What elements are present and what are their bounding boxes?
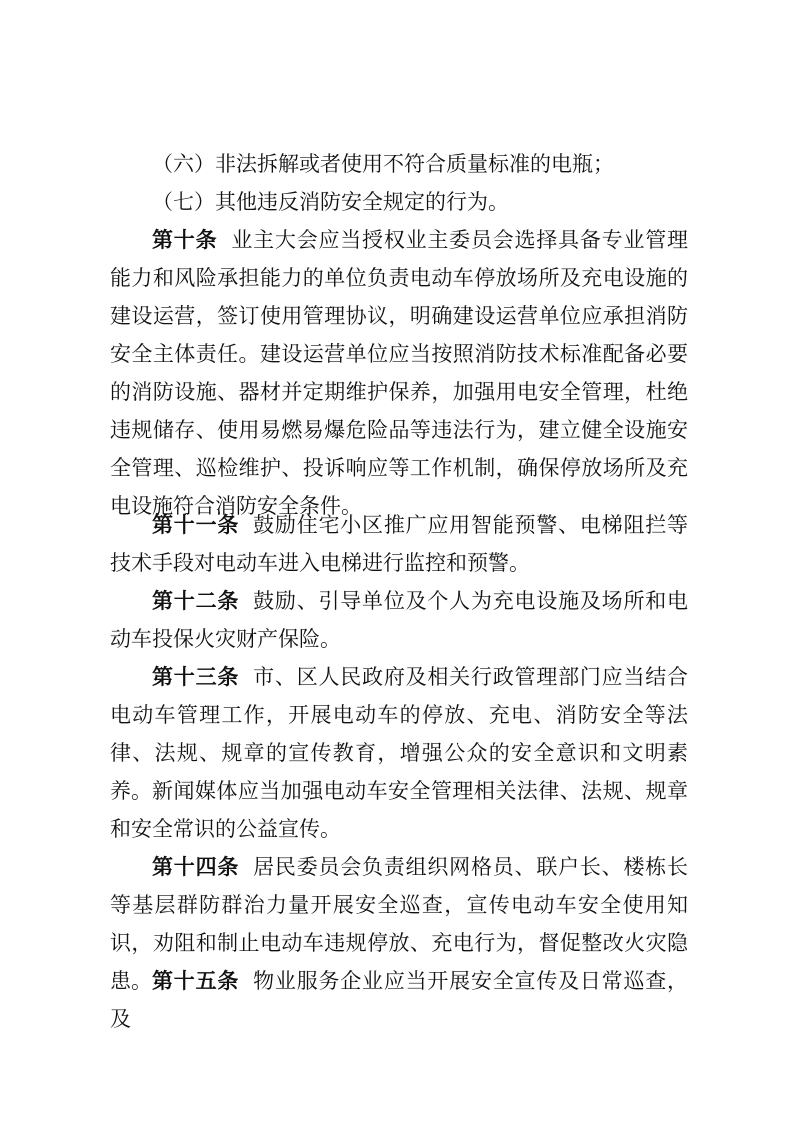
paragraph-article-12 <box>110 582 688 658</box>
paragraph-text: （六）非法拆解或者使用不符合质量标准的电瓶； <box>152 152 614 176</box>
article-number: 第十二条 <box>152 588 240 613</box>
paragraph-text: 鼓励住宅小区推广应用智能预警、电梯阻拦等技术手段对电动车进入电梯进行监控和预警。 <box>110 513 689 575</box>
paragraph-article-11 <box>110 506 688 582</box>
article-number: 第十一条 <box>152 512 240 537</box>
paragraph-text: 居民委员会负责组织网格员、联户长、楼栋长等基层群防群治力量开展安全巡查，宣传电动车安全使用知识，劝阻和制止电动车违规停放、充电行为，督促整改火灾隐患。 <box>110 855 689 993</box>
paragraph-media <box>110 772 688 848</box>
paragraph-text: （七）其他违反消防安全规定的行为。 <box>152 190 509 214</box>
paragraph-text: 市、区人民政府及相关行政管理部门应当结合电动车管理工作，开展电动车的停放、充电、消防安全等法律、法规、规章的宣传教育，增强公众的安全意识和文明素养。 <box>110 665 689 803</box>
article-number: 第十四条 <box>152 854 240 879</box>
article-number: 第十条 <box>152 227 218 252</box>
article-number: 第十三条 <box>152 664 240 689</box>
paragraph-text: 物业服务企业应当开展安全宣传及日常巡查，及 <box>110 969 689 1031</box>
paragraph-item-6 <box>110 145 688 183</box>
paragraph-text: 新闻媒体应当加强电动车安全管理相关法律、法规、规章和安全常识的公益宣传。 <box>110 779 688 841</box>
paragraph-text: 鼓励、引导单位及个人为充电设施及场所和电动车投保火灾财产保险。 <box>110 589 689 651</box>
article-number: 第十五条 <box>152 968 240 993</box>
paragraph-item-7 <box>110 183 688 221</box>
paragraph-text: 业主大会应当授权业主委员会选择具备专业管理能力和风险承担能力的单位负责电动车停放场所及充电设施的建设运营，签订使用管理协议，明确建设运营单位应承担消防安全主体责任。建设运营单位应当按照消防技术标准配备必要的消防设施、器材并定期维护保养，加强用电安全管理，杜绝违规储存、使用易燃易爆危险品等违法行为，建立健全设施安全管理、巡检维护、投诉响应等工作机制，确保停放场所及充电设施符合消防安全条件。 <box>110 228 689 518</box>
paragraph-article-15 <box>110 962 688 1038</box>
paragraph-article-10 <box>110 221 688 525</box>
